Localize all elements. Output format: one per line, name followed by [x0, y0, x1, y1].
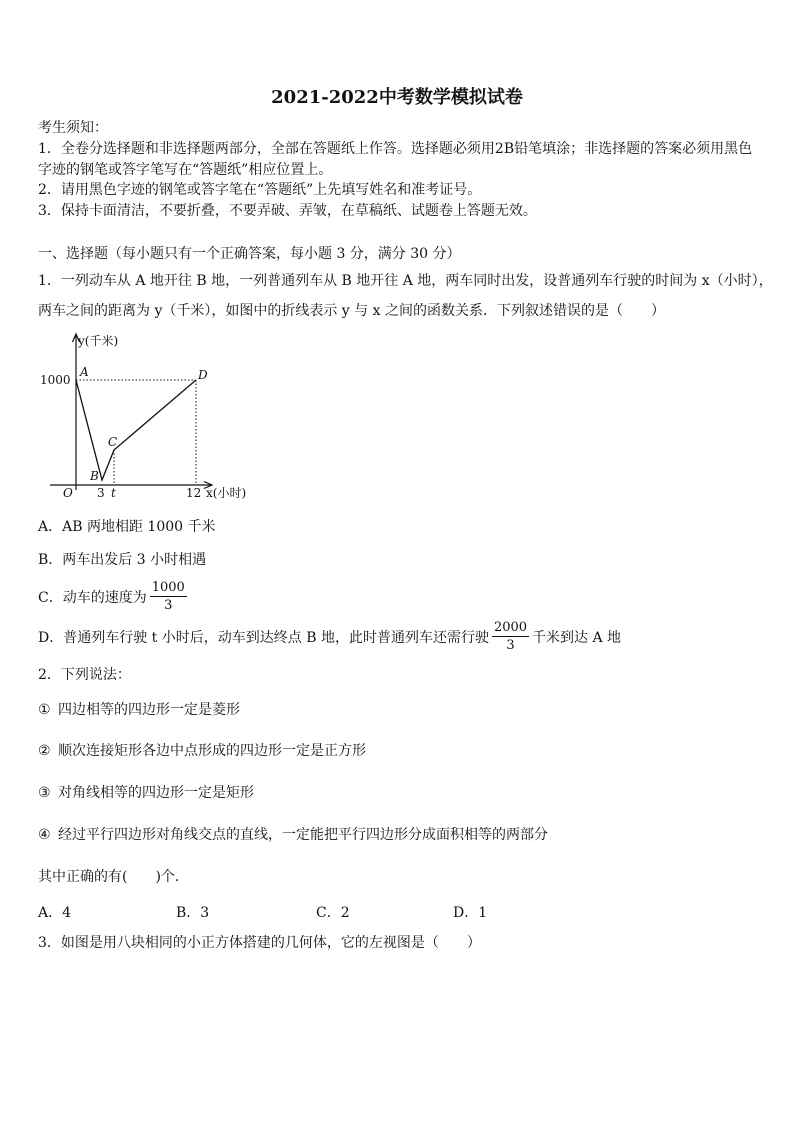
x-axis-label: x(小时)	[206, 486, 247, 500]
q2-option-b	[176, 904, 209, 922]
statement-marker: ①	[38, 702, 51, 718]
statement-text: 经过平行四边形对角线交点的直线，一定能把平行四边形分成面积相等的两部分	[58, 827, 548, 843]
statement-text: 顺次连接矩形各边中点形成的四边形一定是正方形	[58, 743, 366, 759]
option-label: D．	[453, 905, 479, 921]
q1-stem-line-2: 两车之间的距离为 y（千米），如图中的折线表示 y 与 x 之间的函数关系．下列叙述错误的是（ ）	[38, 303, 665, 319]
q1-option-b	[38, 551, 206, 569]
statement-marker: ④	[38, 827, 51, 843]
origin-label: O	[63, 486, 73, 500]
option-label: A．	[38, 519, 63, 535]
q1-function-graph	[36, 330, 261, 505]
option-label: C．	[316, 905, 341, 921]
y-axis-label: y(千米)	[78, 334, 119, 348]
q2-option-c	[316, 904, 350, 922]
q1-option-a	[38, 518, 216, 536]
point-label-a: A	[80, 365, 89, 379]
option-text: 动车的速度为	[62, 589, 147, 606]
q2-statement-2	[38, 742, 366, 760]
statement-text: 四边相等的四边形一定是菱形	[58, 702, 240, 718]
section-heading: 一、选择题（每小题只有一个正确答案，每小题 3 分，满分 30 分）	[38, 246, 461, 262]
point-label-b: B	[90, 469, 99, 483]
fraction-numerator: 2000	[493, 620, 528, 635]
notice-line-2: 字迹的钢笔或答字笔写在“答题纸”相应位置上。	[38, 162, 333, 178]
notice-line-4: 3．保持卡面清洁，不要折叠，不要弄破、弄皱，在草稿纸、试题卷上答题无效。	[38, 203, 537, 219]
fraction-numerator: 1000	[151, 580, 185, 595]
q2-option-a	[38, 904, 71, 922]
option-label: B．	[38, 552, 63, 568]
fraction-speed	[150, 579, 187, 614]
option-label: C．	[38, 589, 63, 606]
y-tick-1000: 1000	[40, 373, 71, 387]
fraction-denominator: 3	[164, 598, 173, 613]
q2-option-d	[453, 904, 487, 922]
fraction-distance	[492, 619, 529, 654]
option-text: 普通列车行驶 t 小时后，动车到达终点 B 地，此时普通列车还需行驶	[63, 629, 489, 646]
notice-line-3: 2．请用黑色字迹的钢笔或答字笔在“答题纸”上先填写姓名和准考证号。	[38, 182, 482, 198]
x-tick-3: 3	[97, 486, 105, 500]
statement-marker: ③	[38, 785, 51, 801]
x-tick-12: 12	[186, 486, 202, 500]
exam-title: 2021-2022中考数学模拟试卷	[271, 87, 523, 108]
x-tick-t: t	[111, 486, 116, 500]
statement-marker: ②	[38, 743, 51, 759]
q1-option-c	[38, 579, 190, 614]
option-label: D．	[38, 629, 64, 646]
q2-statement-3	[38, 784, 254, 802]
statement-text: 对角线相等的四边形一定是矩形	[58, 785, 254, 801]
q2-statement-1	[38, 701, 240, 719]
notice-heading: 考生须知：	[38, 120, 108, 136]
q2-statement-4	[38, 826, 548, 844]
option-label: B．	[176, 905, 201, 921]
option-suffix: 千米到达 A 地	[532, 629, 622, 646]
q1-stem-line-1: 1．一列动车从 A 地开往 B 地，一列普通列车从 B 地开往 A 地，两车同时出发，设普通列车行驶的时间为 x（小时），	[38, 273, 773, 289]
q2-stem: 2．下列说法：	[38, 667, 131, 683]
q1-option-d	[38, 619, 621, 654]
option-text: 2	[340, 905, 350, 921]
option-text: 两车出发后 3 小时相遇	[62, 552, 207, 568]
option-text: 1	[478, 905, 488, 921]
option-label: A．	[38, 905, 63, 921]
option-text: 3	[200, 905, 210, 921]
notice-line-1: 1．全卷分选择题和非选择题两部分，全部在答题纸上作答。选择题必须用2B铅笔填涂；非选择题的答案必须用黑色	[38, 141, 753, 157]
fraction-denominator: 3	[506, 638, 515, 653]
option-text: AB 两地相距 1000 千米	[62, 519, 216, 535]
function-polyline	[76, 380, 196, 480]
point-label-d: D	[198, 368, 208, 382]
point-label-c: C	[108, 435, 118, 449]
q2-conclusion: 其中正确的有( )个．	[38, 869, 189, 885]
q3-stem: 3．如图是用八块相同的小正方体搭建的几何体，它的左视图是（ ）	[38, 935, 481, 951]
option-text: 4	[62, 905, 72, 921]
